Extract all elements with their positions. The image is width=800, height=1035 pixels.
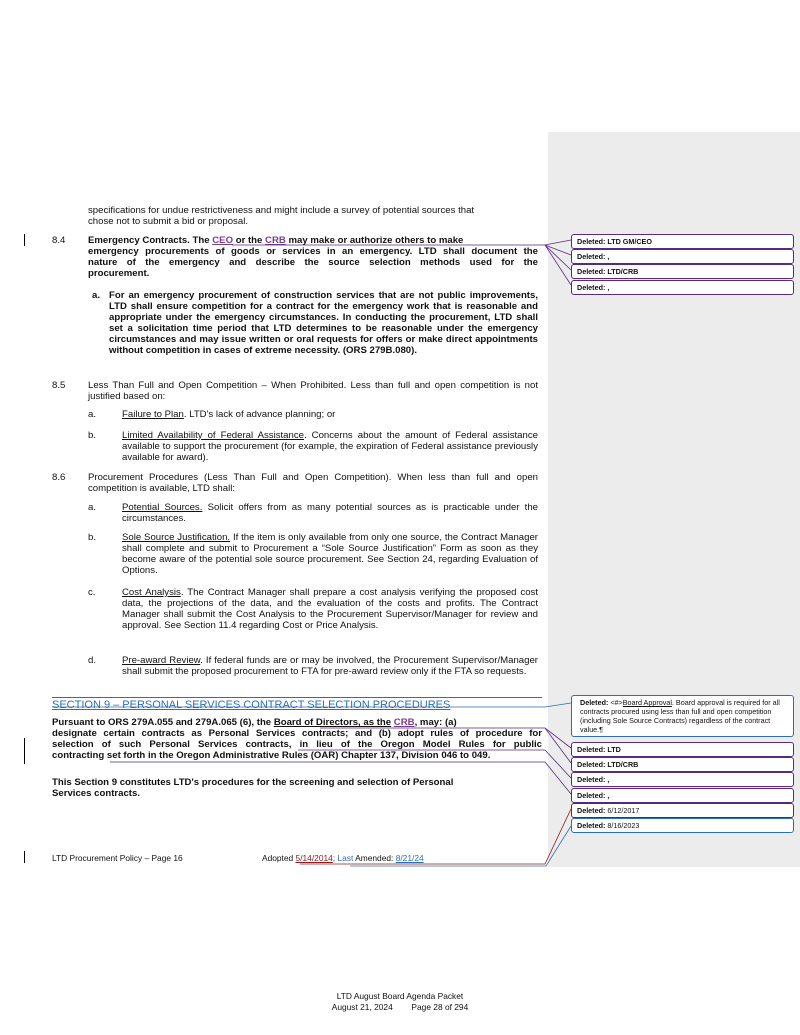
text: The — [192, 235, 210, 246]
list-label: b. — [88, 430, 97, 441]
connector-line — [320, 728, 571, 748]
adopted-label: Adopted — [262, 853, 294, 863]
intro-line: chose not to submit a bid or proposal. — [88, 216, 248, 227]
list-label: a. — [92, 290, 101, 301]
list-label: b. — [88, 532, 97, 543]
text: Pursuant to ORS 279A.055 and 279A.065 (6), the — [52, 717, 272, 728]
inserted-crb: CRB — [265, 235, 286, 246]
comment-label: Deleted: — [577, 775, 606, 784]
comment-label: Deleted: — [577, 760, 606, 769]
emergency-line3: nature of the emergency and describe the source selection methods used for the — [88, 257, 538, 268]
inserted-crb: CRB — [393, 717, 415, 728]
comment-text: 6/12/2017 — [607, 806, 640, 815]
packet-title: LTD August Board Agenda Packet — [336, 991, 464, 1001]
comment-text: , — [607, 252, 610, 261]
adopted-date: 5/14/2014 — [295, 853, 333, 863]
connector-line — [350, 826, 571, 866]
packet-date: August 21, 2024 — [331, 1002, 393, 1012]
connector-line — [545, 245, 571, 285]
text: , may: (a) — [414, 717, 457, 728]
comment-text: . Board approval is required for all contracts procured using less than full and open competition (including Sole Source Contracts) regardless of the contract value.¶ — [580, 698, 780, 734]
item-title: Pre-award Review — [122, 655, 201, 666]
connector-line — [545, 245, 571, 270]
section-9-p1-line3: selection of such Personal Services contracts, in lieu of the Oregon Model Rules for public — [52, 739, 542, 750]
connector-line — [545, 245, 571, 255]
section-9-p2-line1: This Section 9 constitutes LTD's procedures for the screening and selection of Personal — [52, 777, 454, 788]
text: or the — [235, 235, 263, 246]
emergency-line2: emergency procurements of goods or services in an emergency. LTD shall document the — [88, 246, 538, 257]
comment-label: Deleted: — [577, 267, 606, 276]
comment-label: Deleted: — [577, 745, 606, 754]
comment-label: Deleted: — [577, 237, 606, 246]
comment-title: Board Approval — [622, 698, 672, 707]
heading: Emergency Contracts. — [88, 235, 190, 246]
section-9-p1-line2: designate certain contracts as Personal Services contracts; and (b) adopt rules of procedure for — [52, 728, 542, 739]
item-title: Cost Analysis — [122, 587, 181, 598]
section-number: 8.5 — [52, 380, 66, 391]
section-number: 8.4 — [52, 235, 66, 246]
list-label: d. — [88, 655, 97, 666]
board-text: Board of Directors, as the — [273, 717, 392, 728]
item-text: Solicit offers from as many potential sources as is practicable under the circumstances. — [122, 502, 538, 524]
comment-text: , — [607, 791, 610, 800]
last-label: Last — [337, 853, 354, 863]
comment-prefix: <#> — [610, 698, 623, 707]
comment-label: Deleted: — [577, 252, 606, 261]
comment-text: , — [607, 775, 610, 784]
item-text: . Concerns about the amount of Federal assistance available to support the procurement (for example, the expiration of Federal assistance previously available for award). — [122, 430, 538, 463]
section-9-heading: SECTION 9 – PERSONAL SERVICES CONTRACT SELECTION PROCEDURES — [52, 697, 542, 711]
packet-page-info — [0, 1002, 800, 1012]
footer-left: LTD Procurement Policy – Page 16 — [52, 853, 183, 863]
comment-label: Deleted: — [580, 698, 609, 707]
list-label: c. — [88, 587, 96, 598]
packet-page: Page 28 of 294 — [411, 1002, 469, 1012]
connector-line — [110, 762, 571, 794]
item-text: . The Contract Manager shall prepare a cost analysis verifying the proposed cost data, the projections of the data, and the evaluation of the costs and profits. The Contract Manager shall submit the Cost Analysis to the Procurement Supervisor/Manager for review and approval. See Section 11.4 regarding Cost or Price Analysis. — [122, 587, 538, 631]
item-title: Potential Sources. — [122, 502, 203, 513]
comment-label: Deleted: — [577, 283, 606, 292]
item-text: . If federal funds are or may be involved, the Procurement Supervisor/Manager shall submit the proposed procurement to FTA for pre-award review only if the FTA so requests. — [122, 655, 538, 677]
item-title: Failure to Plan — [122, 409, 184, 420]
s86-text: Procurement Procedures (Less Than Full and Open Competition). When less than full and open competition is available, LTD shall: — [88, 472, 538, 494]
comment-label: Deleted: — [577, 806, 606, 815]
comment-text: , — [607, 283, 610, 292]
item-title: Limited Availability of Federal Assistance — [122, 430, 304, 441]
amended-label: Amended: — [355, 853, 394, 863]
comment-text: LTD/CRB — [607, 267, 639, 276]
comment-text: LTD GM/CEO — [607, 237, 652, 246]
comment-label: Deleted: — [577, 791, 606, 800]
connector-line — [52, 703, 571, 707]
emergency-line4: procurement. — [88, 268, 150, 279]
list-label: a. — [88, 502, 97, 513]
comment-text: LTD/CRB — [607, 760, 639, 769]
comment-text: LTD — [607, 745, 621, 754]
section-9-p2-line2: Services contracts. — [52, 788, 140, 799]
s85-text: Less Than Full and Open Competition – When Prohibited. Less than full and open competition is not justified based on: — [88, 380, 538, 402]
separator: ; — [332, 853, 336, 863]
item-text: If the item is only available from only one source, the Contract Manager shall complete and submit to Procurement a “Sole Source Justification” Form as soon as they become aware of the potential sole source procurement. See Section 24, regarding Evaluation of Options. — [122, 532, 538, 576]
section-9-p1-line4: contracting set forth in the Oregon Administrative Rules (OAR) Chapter 137, Division 046 to 049. — [52, 750, 491, 761]
item-title: Sole Source Justification. — [122, 532, 231, 543]
emergency-item-a: For an emergency procurement of construction services that are not public improvements, LTD shall ensure competition for a contract for the emergency work that is reasonable and appropriate under the emergency circumstances. In conducting the procurement, LTD shall set a solicitation time period that LTD determines to be reasonable under the emergency circumstances and may issue written or oral requests for offers or make direct appointments without competition in cases of extreme necessity. (ORS 279B.080). — [109, 290, 538, 356]
text: may make or authorize others to make — [288, 235, 464, 246]
inserted-ceo: CEO — [212, 235, 234, 246]
item-text: . LTD's lack of advance planning; or — [183, 409, 336, 420]
amended-date: 8/21/24 — [395, 853, 424, 863]
connector-line — [232, 240, 571, 245]
connector-line — [300, 809, 571, 864]
comment-label: Deleted: — [577, 821, 606, 830]
connector-line — [298, 750, 571, 778]
intro-line: specifications for undue restrictiveness and might include a survey of potential sources that — [88, 205, 475, 216]
section-number: 8.6 — [52, 472, 66, 483]
list-label: a. — [88, 409, 97, 420]
comment-text: 8/16/2023 — [607, 821, 640, 830]
